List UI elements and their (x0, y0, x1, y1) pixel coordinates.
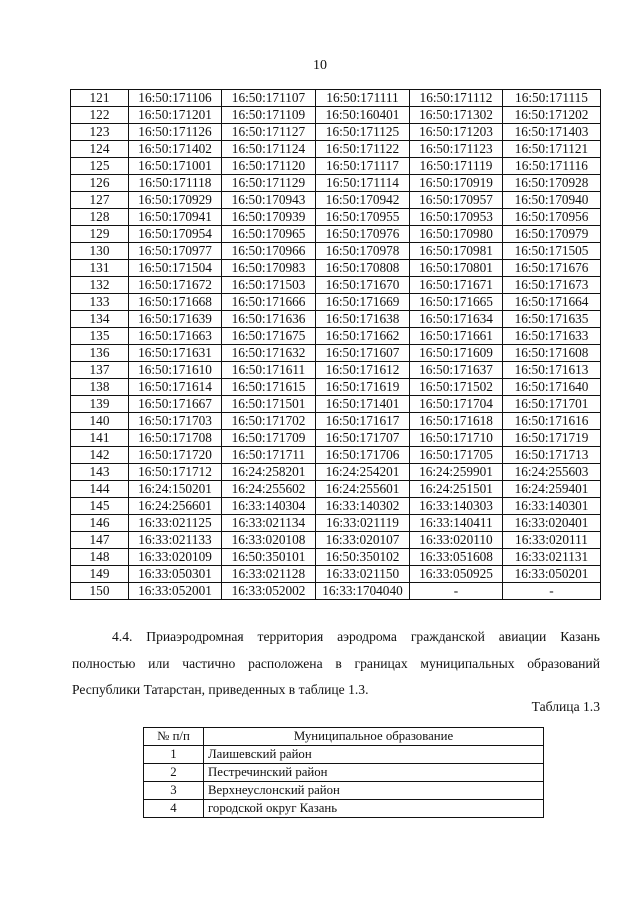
cadastral-number-cell: 16:50:171502 (410, 379, 503, 396)
row-number-cell: 148 (71, 549, 129, 566)
table-row (71, 243, 601, 260)
cadastral-number-cell: 16:50:171613 (503, 362, 601, 379)
cadastral-number-cell: 16:50:170919 (410, 175, 503, 192)
cadastral-number-cell: 16:50:171118 (129, 175, 222, 192)
cadastral-number-cell: 16:50:171302 (410, 107, 503, 124)
header-municipality: Муниципальное образование (204, 728, 544, 746)
cadastral-number-cell: 16:50:171619 (316, 379, 410, 396)
cadastral-number-cell: 16:50:171121 (503, 141, 601, 158)
cadastral-number-cell: 16:33:140302 (316, 498, 410, 515)
cadastral-number-cell: 16:50:170941 (129, 209, 222, 226)
cadastral-number-cell: 16:24:254201 (316, 464, 410, 481)
cadastral-number-cell: 16:33:140303 (410, 498, 503, 515)
row-number-cell: 145 (71, 498, 129, 515)
cadastral-number-cell: 16:50:350101 (222, 549, 316, 566)
cadastral-number-cell: 16:33:050201 (503, 566, 601, 583)
cadastral-number-cell: 16:50:171401 (316, 396, 410, 413)
cadastral-number-cell: 16:33:050925 (410, 566, 503, 583)
row-number-cell: 138 (71, 379, 129, 396)
cadastral-number-cell: 16:33:021133 (129, 532, 222, 549)
cadastral-number-cell: 16:50:171668 (129, 294, 222, 311)
cadastral-number-cell: 16:50:171675 (222, 328, 316, 345)
cadastral-number-cell: 16:33:140411 (410, 515, 503, 532)
cadastral-number-cell: 16:50:170939 (222, 209, 316, 226)
cadastral-number-cell: 16:50:170977 (129, 243, 222, 260)
cadastral-table (70, 89, 601, 600)
cadastral-number-cell: 16:50:171107 (222, 90, 316, 107)
cadastral-number-cell: 16:50:171709 (222, 430, 316, 447)
cadastral-number-cell: 16:50:170940 (503, 192, 601, 209)
cadastral-number-cell: 16:50:171117 (316, 158, 410, 175)
cadastral-number-cell: 16:24:259401 (503, 481, 601, 498)
cadastral-number-cell: 16:33:021128 (222, 566, 316, 583)
table-row (71, 124, 601, 141)
cadastral-number-cell: 16:50:171609 (410, 345, 503, 362)
cadastral-number-cell: 16:50:171610 (129, 362, 222, 379)
row-number-cell: 150 (71, 583, 129, 600)
paragraph-line: Республики Татарстан, приведенных в таблице 1.3. (72, 682, 369, 697)
cadastral-number-cell: 16:50:171123 (410, 141, 503, 158)
row-number-cell: 125 (71, 158, 129, 175)
municipality-cell: городской округ Казань (204, 800, 544, 818)
row-number-cell: 144 (71, 481, 129, 498)
cadastral-number-cell: 16:50:171708 (129, 430, 222, 447)
row-number-cell: 121 (71, 90, 129, 107)
row-number-cell: 135 (71, 328, 129, 345)
cadastral-number-cell: 16:24:255603 (503, 464, 601, 481)
cadastral-number-cell: 16:33:020110 (410, 532, 503, 549)
cadastral-number-cell: 16:50:171611 (222, 362, 316, 379)
table-row (71, 447, 601, 464)
table-row (71, 413, 601, 430)
cadastral-number-cell: 16:50:170966 (222, 243, 316, 260)
cadastral-number-cell: 16:50:170976 (316, 226, 410, 243)
cadastral-number-cell: 16:50:171116 (503, 158, 601, 175)
cadastral-number-cell: 16:33:021119 (316, 515, 410, 532)
row-number-cell: 142 (71, 447, 129, 464)
cadastral-number-cell: 16:24:256601 (129, 498, 222, 515)
cadastral-number-cell: 16:50:171616 (503, 413, 601, 430)
table-row (71, 464, 601, 481)
table-row (71, 362, 601, 379)
cadastral-number-cell: 16:50:171202 (503, 107, 601, 124)
cadastral-number-cell: 16:50:171119 (410, 158, 503, 175)
table-row (71, 158, 601, 175)
table-row (144, 764, 544, 782)
cadastral-number-cell: 16:50:171618 (410, 413, 503, 430)
cadastral-number-cell: 16:50:170981 (410, 243, 503, 260)
row-number-cell: 132 (71, 277, 129, 294)
cadastral-number-cell: 16:50:171703 (129, 413, 222, 430)
cadastral-number-cell: 16:33:020401 (503, 515, 601, 532)
table-row (71, 532, 601, 549)
table-header-row (144, 728, 544, 746)
municipal-table (143, 727, 544, 818)
table-row (71, 192, 601, 209)
table-row (144, 782, 544, 800)
cadastral-number-cell: 16:50:171704 (410, 396, 503, 413)
cadastral-number-cell: 16:50:171126 (129, 124, 222, 141)
table-row (71, 566, 601, 583)
cadastral-number-cell: 16:50:170979 (503, 226, 601, 243)
cadastral-number-cell: 16:50:170980 (410, 226, 503, 243)
row-number-cell: 128 (71, 209, 129, 226)
cadastral-number-cell: 16:50:171203 (410, 124, 503, 141)
cadastral-number-cell: 16:50:170983 (222, 260, 316, 277)
cadastral-number-cell: 16:50:170928 (503, 175, 601, 192)
cadastral-number-cell: - (410, 583, 503, 600)
cadastral-number-cell: 16:50:171706 (316, 447, 410, 464)
table-row (71, 294, 601, 311)
cadastral-number-cell: 16:50:171664 (503, 294, 601, 311)
cadastral-number-cell: 16:33:052002 (222, 583, 316, 600)
cadastral-number-cell: 16:50:170956 (503, 209, 601, 226)
cadastral-number-cell: 16:50:170942 (316, 192, 410, 209)
cadastral-number-cell: 16:50:171402 (129, 141, 222, 158)
cadastral-number-cell: 16:50:171670 (316, 277, 410, 294)
cadastral-number-cell: 16:50:350102 (316, 549, 410, 566)
cadastral-number-cell: 16:50:171667 (129, 396, 222, 413)
cadastral-number-cell: 16:50:171662 (316, 328, 410, 345)
cadastral-number-cell: 16:50:171632 (222, 345, 316, 362)
cadastral-number-cell: 16:50:171503 (222, 277, 316, 294)
cadastral-number-cell: 16:50:171403 (503, 124, 601, 141)
table-row (71, 277, 601, 294)
table-row (71, 90, 601, 107)
table-row (144, 746, 544, 764)
cadastral-number-cell: 16:50:171631 (129, 345, 222, 362)
cadastral-number-cell: 16:50:170929 (129, 192, 222, 209)
cadastral-number-cell: 16:50:171612 (316, 362, 410, 379)
cadastral-number-cell: 16:50:171720 (129, 447, 222, 464)
cadastral-number-cell: 16:50:171109 (222, 107, 316, 124)
cadastral-number-cell: 16:33:052001 (129, 583, 222, 600)
cadastral-number-cell: 16:50:171125 (316, 124, 410, 141)
cadastral-number-cell: 16:33:021125 (129, 515, 222, 532)
cadastral-number-cell: 16:50:171635 (503, 311, 601, 328)
paragraph-line: 4.4. Приаэродромная территория аэродрома гражданской авиации Казань (112, 629, 600, 644)
cadastral-number-cell: 16:50:171504 (129, 260, 222, 277)
row-number-cell: 134 (71, 311, 129, 328)
cadastral-number-cell: 16:50:170957 (410, 192, 503, 209)
row-number-cell: 146 (71, 515, 129, 532)
cadastral-number-cell: 16:50:171701 (503, 396, 601, 413)
row-number-cell: 140 (71, 413, 129, 430)
cadastral-number-cell: 16:50:170801 (410, 260, 503, 277)
cadastral-number-cell: 16:24:251501 (410, 481, 503, 498)
table-row (71, 345, 601, 362)
table-row (71, 396, 601, 413)
cadastral-number-cell: 16:50:171661 (410, 328, 503, 345)
cadastral-number-cell: 16:50:171001 (129, 158, 222, 175)
cadastral-number-cell: 16:33:020107 (316, 532, 410, 549)
table-row (71, 549, 601, 566)
cadastral-number-cell: 16:50:171124 (222, 141, 316, 158)
table-caption: Таблица 1.3 (531, 699, 600, 714)
cadastral-number-cell: 16:50:170943 (222, 192, 316, 209)
cadastral-number-cell: 16:50:170808 (316, 260, 410, 277)
cadastral-number-cell: 16:50:171638 (316, 311, 410, 328)
page-number: 10 (313, 58, 327, 73)
cadastral-number-cell: 16:50:171201 (129, 107, 222, 124)
cadastral-number-cell: 16:50:171637 (410, 362, 503, 379)
cadastral-number-cell: 16:50:171707 (316, 430, 410, 447)
cadastral-number-cell: 16:50:171669 (316, 294, 410, 311)
cadastral-number-cell: 16:50:171111 (316, 90, 410, 107)
cadastral-number-cell: 16:50:171120 (222, 158, 316, 175)
cadastral-number-cell: 16:50:171713 (503, 447, 601, 464)
cadastral-number-cell: 16:33:020108 (222, 532, 316, 549)
cadastral-number-cell: 16:24:259901 (410, 464, 503, 481)
cadastral-number-cell: 16:24:150201 (129, 481, 222, 498)
row-number-cell: 139 (71, 396, 129, 413)
cadastral-number-cell: 16:50:171673 (503, 277, 601, 294)
table-row (71, 515, 601, 532)
table-row (71, 107, 601, 124)
table-row (71, 311, 601, 328)
cadastral-number-cell: 16:50:171640 (503, 379, 601, 396)
row-number-cell: 143 (71, 464, 129, 481)
table-row (71, 260, 601, 277)
cadastral-number-cell: 16:50:171666 (222, 294, 316, 311)
row-number-cell: 141 (71, 430, 129, 447)
row-number-cell: 147 (71, 532, 129, 549)
municipality-cell: Пестречинский район (204, 764, 544, 782)
cadastral-number-cell: 16:50:171663 (129, 328, 222, 345)
table-row (71, 481, 601, 498)
paragraph-line: полностью или частично расположена в границах муниципальных образований (72, 655, 600, 671)
cadastral-number-cell: 16:50:171617 (316, 413, 410, 430)
cadastral-number-cell: 16:50:171639 (129, 311, 222, 328)
cadastral-number-cell: 16:50:171112 (410, 90, 503, 107)
row-number-cell: 130 (71, 243, 129, 260)
cadastral-number-cell: 16:33:050301 (129, 566, 222, 583)
header-number: № п/п (144, 728, 204, 746)
cadastral-number-cell: 16:50:171615 (222, 379, 316, 396)
cadastral-number-cell: 16:33:021131 (503, 549, 601, 566)
row-number-cell: 131 (71, 260, 129, 277)
row-number-cell: 122 (71, 107, 129, 124)
table-row (71, 583, 601, 600)
cadastral-number-cell: 16:50:171127 (222, 124, 316, 141)
municipality-cell: Лаишевский район (204, 746, 544, 764)
cadastral-number-cell: 16:50:171129 (222, 175, 316, 192)
table-row (71, 226, 601, 243)
cadastral-number-cell: 16:33:140301 (503, 498, 601, 515)
cadastral-number-cell: 16:50:171711 (222, 447, 316, 464)
cadastral-number-cell: 16:50:171702 (222, 413, 316, 430)
cadastral-number-cell: 16:50:171665 (410, 294, 503, 311)
table-row (71, 498, 601, 515)
table-row (144, 800, 544, 818)
cadastral-number-cell: 16:33:020109 (129, 549, 222, 566)
cadastral-number-cell: 16:50:171634 (410, 311, 503, 328)
row-number-cell: 129 (71, 226, 129, 243)
cadastral-number-cell: 16:50:171505 (503, 243, 601, 260)
cadastral-number-cell: 16:50:170965 (222, 226, 316, 243)
cadastral-number-cell: 16:33:051608 (410, 549, 503, 566)
table-row (71, 209, 601, 226)
cadastral-number-cell: 16:50:170953 (410, 209, 503, 226)
cadastral-number-cell: 16:50:171705 (410, 447, 503, 464)
table-row (71, 379, 601, 396)
municipality-cell: Верхнеуслонский район (204, 782, 544, 800)
row-number-cell: 1 (144, 746, 204, 764)
cadastral-number-cell: 16:50:171636 (222, 311, 316, 328)
cadastral-number-cell: 16:33:020111 (503, 532, 601, 549)
cadastral-number-cell: 16:33:021150 (316, 566, 410, 583)
cadastral-number-cell: 16:50:171106 (129, 90, 222, 107)
row-number-cell: 137 (71, 362, 129, 379)
cadastral-number-cell: 16:33:1704040 (316, 583, 410, 600)
table-row (71, 175, 601, 192)
cadastral-number-cell: 16:50:170954 (129, 226, 222, 243)
cadastral-number-cell: 16:50:171671 (410, 277, 503, 294)
table-row (71, 141, 601, 158)
table-row (71, 430, 601, 447)
row-number-cell: 3 (144, 782, 204, 800)
cadastral-number-cell: 16:50:171719 (503, 430, 601, 447)
cadastral-number-cell: 16:50:171608 (503, 345, 601, 362)
cadastral-number-cell: 16:50:170978 (316, 243, 410, 260)
row-number-cell: 124 (71, 141, 129, 158)
row-number-cell: 127 (71, 192, 129, 209)
cadastral-number-cell: 16:50:171712 (129, 464, 222, 481)
cadastral-number-cell: 16:50:171114 (316, 175, 410, 192)
cadastral-number-cell: 16:50:171614 (129, 379, 222, 396)
cadastral-number-cell: 16:50:171115 (503, 90, 601, 107)
row-number-cell: 136 (71, 345, 129, 362)
cadastral-number-cell: - (503, 583, 601, 600)
row-number-cell: 2 (144, 764, 204, 782)
row-number-cell: 123 (71, 124, 129, 141)
cadastral-number-cell: 16:33:021134 (222, 515, 316, 532)
cadastral-number-cell: 16:24:255601 (316, 481, 410, 498)
cadastral-number-cell: 16:50:171501 (222, 396, 316, 413)
cadastral-number-cell: 16:50:171676 (503, 260, 601, 277)
cadastral-number-cell: 16:50:171607 (316, 345, 410, 362)
paragraph-4-4 (72, 624, 600, 704)
cadastral-number-cell: 16:50:171672 (129, 277, 222, 294)
cadastral-number-cell: 16:50:170955 (316, 209, 410, 226)
row-number-cell: 133 (71, 294, 129, 311)
cadastral-number-cell: 16:50:160401 (316, 107, 410, 124)
cadastral-number-cell: 16:24:255602 (222, 481, 316, 498)
cadastral-number-cell: 16:33:140304 (222, 498, 316, 515)
cadastral-number-cell: 16:50:171633 (503, 328, 601, 345)
cadastral-number-cell: 16:24:258201 (222, 464, 316, 481)
cadastral-number-cell: 16:50:171122 (316, 141, 410, 158)
row-number-cell: 4 (144, 800, 204, 818)
row-number-cell: 149 (71, 566, 129, 583)
cadastral-number-cell: 16:50:171710 (410, 430, 503, 447)
row-number-cell: 126 (71, 175, 129, 192)
table-row (71, 328, 601, 345)
